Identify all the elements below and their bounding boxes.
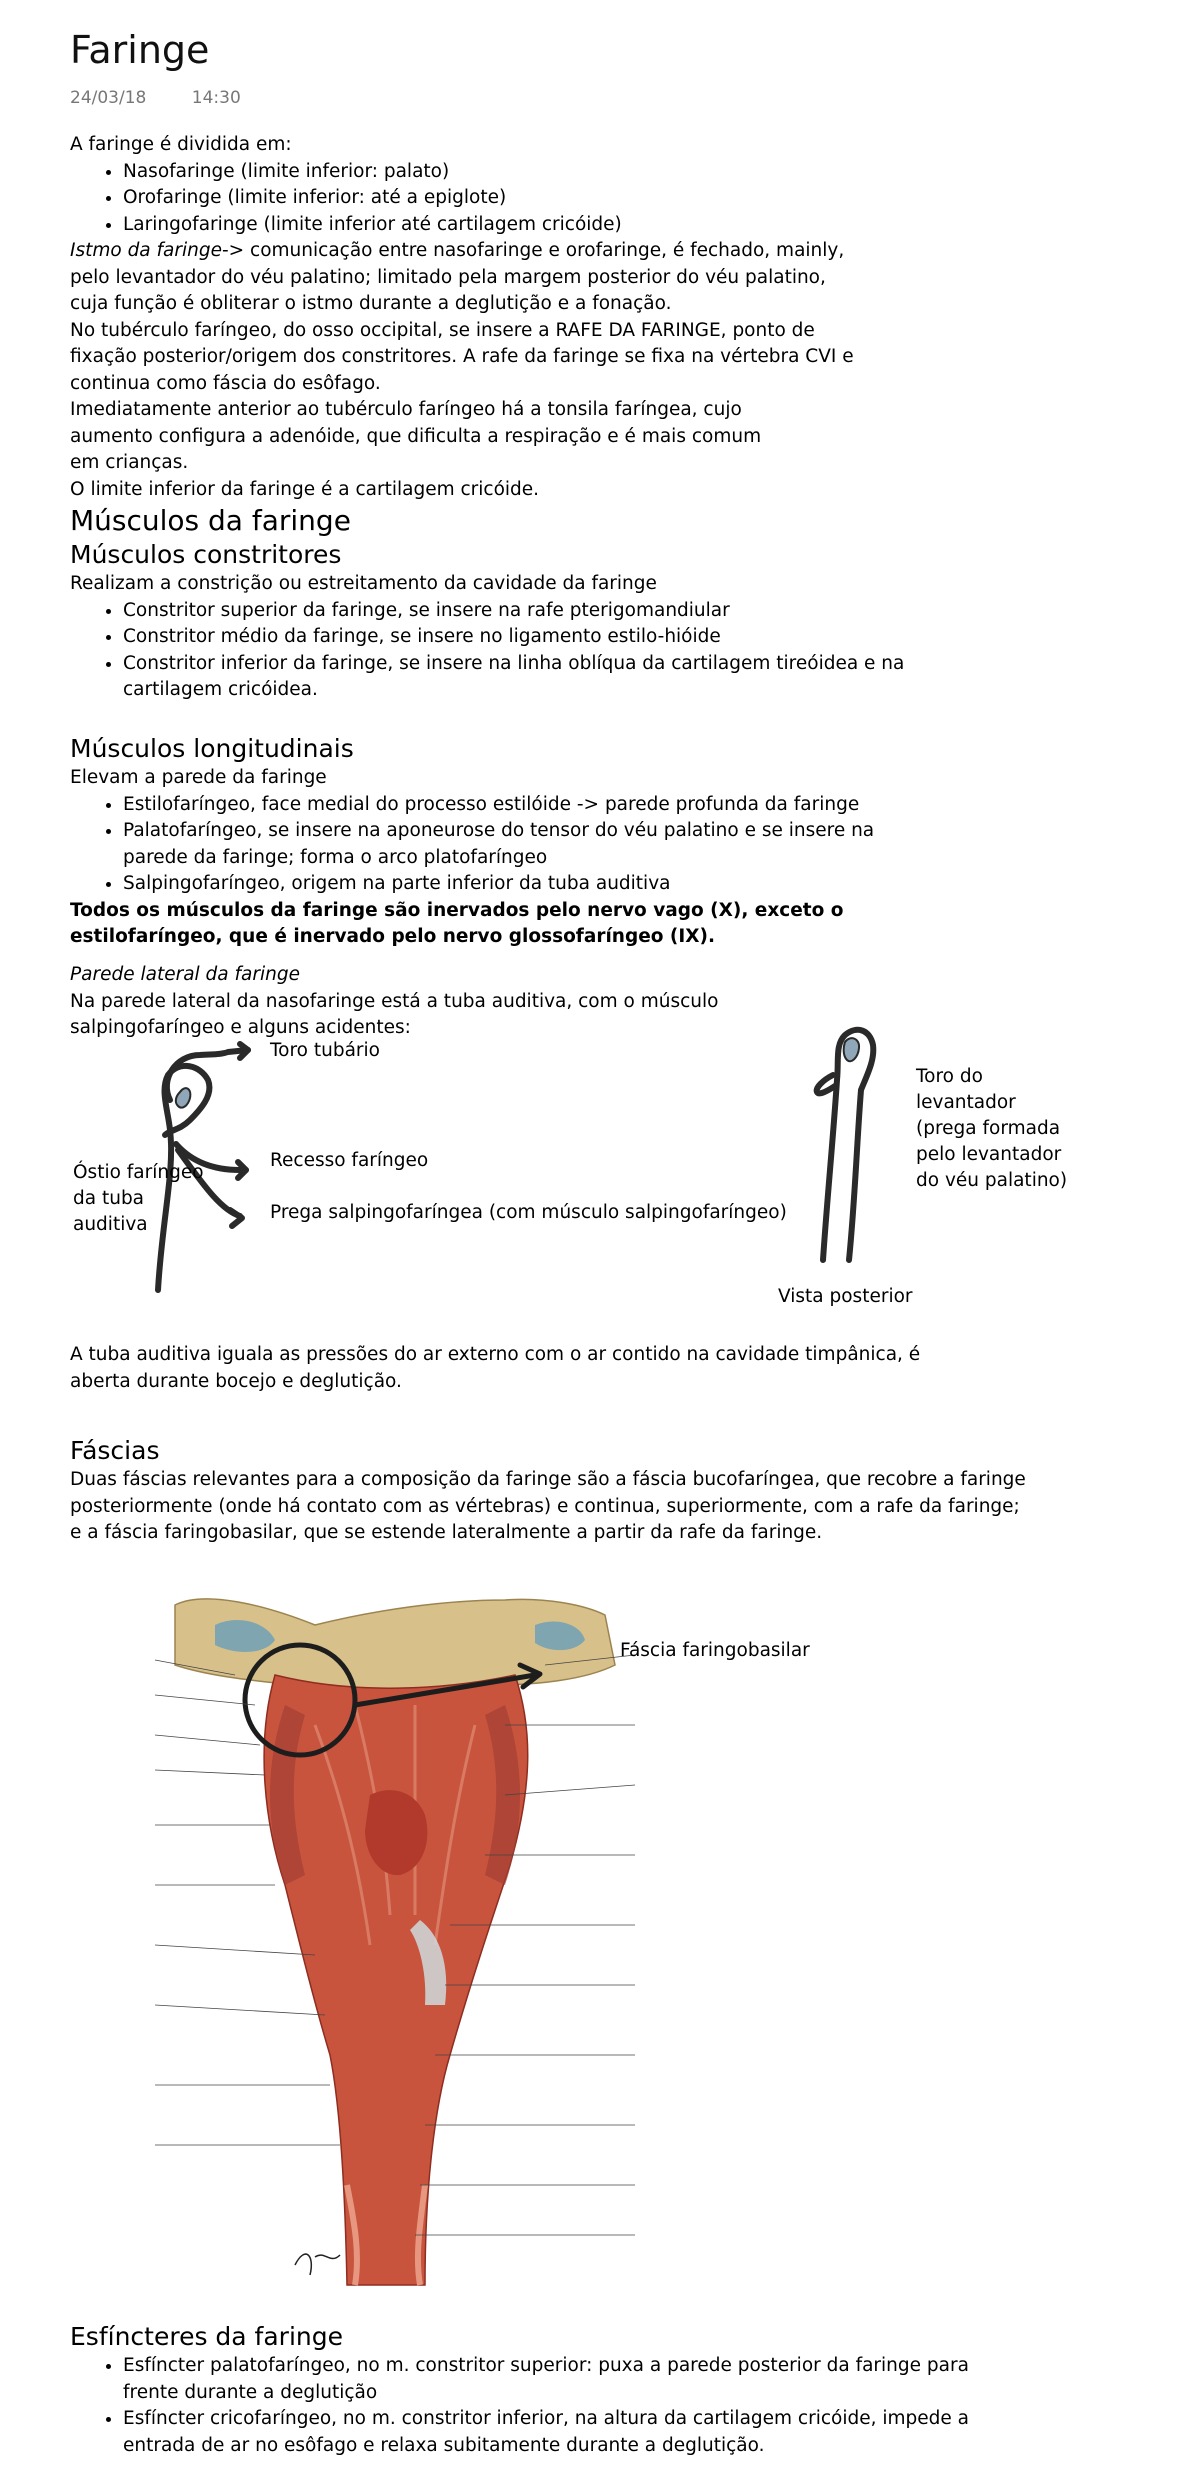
istmo-paragraph	[70, 238, 870, 318]
label-toro-levantador	[916, 1064, 1067, 1194]
list-item: • Laringofaringe (limite inferior até cartilagem cricóide)	[123, 212, 1130, 239]
label-toro-lev-line1: Toro do	[916, 1066, 983, 1087]
divisions-list	[70, 159, 1130, 239]
list-item: • Nasofaringe (limite inferior: palato)	[123, 159, 1130, 186]
list-item: • Constritor inferior da faringe, se insere na linha oblíqua da cartilagem tireóidea e na cartilagem cricóidea.	[123, 651, 923, 704]
label-recesso: Recesso faríngeo	[270, 1150, 429, 1171]
sphincters-section	[70, 2321, 1130, 2459]
label-ostio	[73, 1160, 204, 1238]
longitudinal-list	[70, 792, 923, 898]
list-item: • Orofaringe (limite inferior: até a epiglote)	[123, 185, 1130, 212]
intro-lead: A faringe é dividida em:	[70, 134, 292, 155]
label-ostio-line1: Óstio faríngeo	[73, 1162, 204, 1183]
note-date: 24/03/18	[70, 88, 147, 108]
page-title: Faringe	[70, 28, 210, 72]
tuba-sketch-posterior	[805, 1020, 925, 1270]
list-item: • Estilofaríngeo, face medial do processo estilóide -> parede profunda da faringe	[123, 792, 923, 819]
subsection-heading: Músculos longitudinais	[70, 734, 354, 763]
label-toro-lev-line5: do véu palatino)	[916, 1170, 1068, 1191]
intro-section	[70, 132, 1130, 503]
constrictors-list	[70, 598, 923, 704]
limite-paragraph: O limite inferior da faringe é a cartilagem cricóide.	[70, 478, 540, 500]
list-item: • Constritor médio da faringe, se insere no ligamento estilo-hióide	[123, 624, 923, 651]
rafe-paragraph: No tubérculo faríngeo, do osso occipital, se insere a RAFE DA FARINGE, ponto de fixação posterior/origem dos constritores. A rafe da faringe se fixa na vértebra CVI e continua como fáscia do esôfago.	[70, 319, 854, 394]
label-toro-lev-line2: levantador	[916, 1092, 1016, 1113]
tuba-paragraph: A tuba auditiva iguala as pressões do ar externo com o ar contido na cavidade timpânica, é aberta durante bocejo e deglutição.	[70, 1344, 921, 1392]
muscles-section	[70, 503, 1130, 704]
lateral-wall-heading: Parede lateral da faringe	[70, 964, 300, 985]
label-vista-posterior: Vista posterior	[778, 1286, 913, 1307]
label-toro-lev-line3: (prega formada	[916, 1118, 1061, 1139]
istmo-term: Istmo da faringe	[70, 240, 222, 261]
list-item: • Esfíncter palatofaríngeo, no m. constritor superior: puxa a parede posterior da faringe para frente durante a deglutição	[123, 2353, 1023, 2406]
label-toro-lev-line4: pelo levantador	[916, 1144, 1062, 1165]
longitudinal-lead: Elevam a parede da faringe	[70, 767, 327, 788]
subsection-heading: Músculos constritores	[70, 540, 342, 569]
list-item: • Esfíncter cricofaríngeo, no m. constritor inferior, na altura da cartilagem cricóide, impede a entrada de ar no esôfago e relaxa subitamente durante a deglutição.	[123, 2406, 1023, 2459]
section-heading: Fáscias	[70, 1436, 160, 1465]
note-time: 14:30	[191, 88, 241, 108]
list-item: • Constritor superior da faringe, se insere na rafe pterigomandiular	[123, 598, 923, 625]
sphincters-list	[70, 2353, 1023, 2459]
label-ostio-line3: auditiva	[73, 1214, 148, 1235]
fascias-section	[70, 1435, 1130, 1547]
lateral-wall-text: Na parede lateral da nasofaringe está a tuba auditiva, com o músculo salpingofaríngeo e alguns acidentes:	[70, 990, 719, 1038]
section-heading: Esfíncteres da faringe	[70, 2322, 343, 2351]
tonsila-paragraph: Imediatamente anterior ao tubérculo faríngeo há a tonsila faríngea, cujo aumento configura a adenóide, que dificulta a respiração e é mais comum em crianças.	[70, 399, 762, 473]
label-ostio-line2: da tuba	[73, 1188, 145, 1209]
istmo-text: -> comunicação entre nasofaringe e orofaringe, é fechado, mainly, pelo levantador do véu palatino; limitado pela margem posterior do véu palatino, cuja função é obliterar o istmo durante a deglutição e a fonação.	[70, 240, 845, 314]
constrictors-lead: Realizam a constrição ou estreitamento da cavidade da faringe	[70, 573, 657, 594]
label-toro-tubario: Toro tubário	[270, 1040, 380, 1061]
list-item: • Salpingofaríngeo, origem na parte inferior da tuba auditiva	[123, 871, 923, 898]
innervation-note: Todos os músculos da faringe são inervados pelo nervo vago (X), exceto o estilofaríngeo, que é inervado pelo nervo glossofaríngeo (IX).	[70, 899, 844, 947]
section-heading: Músculos da faringe	[70, 504, 351, 537]
fascias-text: Duas fáscias relevantes para a composição da faringe são a fáscia bucofaríngea, que recobre a faringe posteriormente (onde há contato com as vértebras) e continua, superiormente, com a rafe da faringe; e a fáscia faringobasilar, que se estende lateralmente a partir da rafe da faringe.	[70, 1469, 1026, 1543]
lateral-wall-section	[70, 962, 1130, 1042]
fascia-faringobasilar-annotation: Fáscia faringobasilar	[620, 1640, 810, 1661]
longitudinal-section	[70, 733, 1130, 951]
tuba-paragraph-block	[70, 1342, 1130, 1395]
pharynx-posterior-illustration	[115, 1585, 675, 2300]
note-meta	[70, 88, 281, 108]
label-prega: Prega salpingofaríngea (com músculo salpingofaríngeo)	[270, 1202, 787, 1223]
list-item: • Palatofaríngeo, se insere na aponeurose do tensor do véu palatino e se insere na parede da faringe; forma o arco platofaríngeo	[123, 818, 923, 871]
